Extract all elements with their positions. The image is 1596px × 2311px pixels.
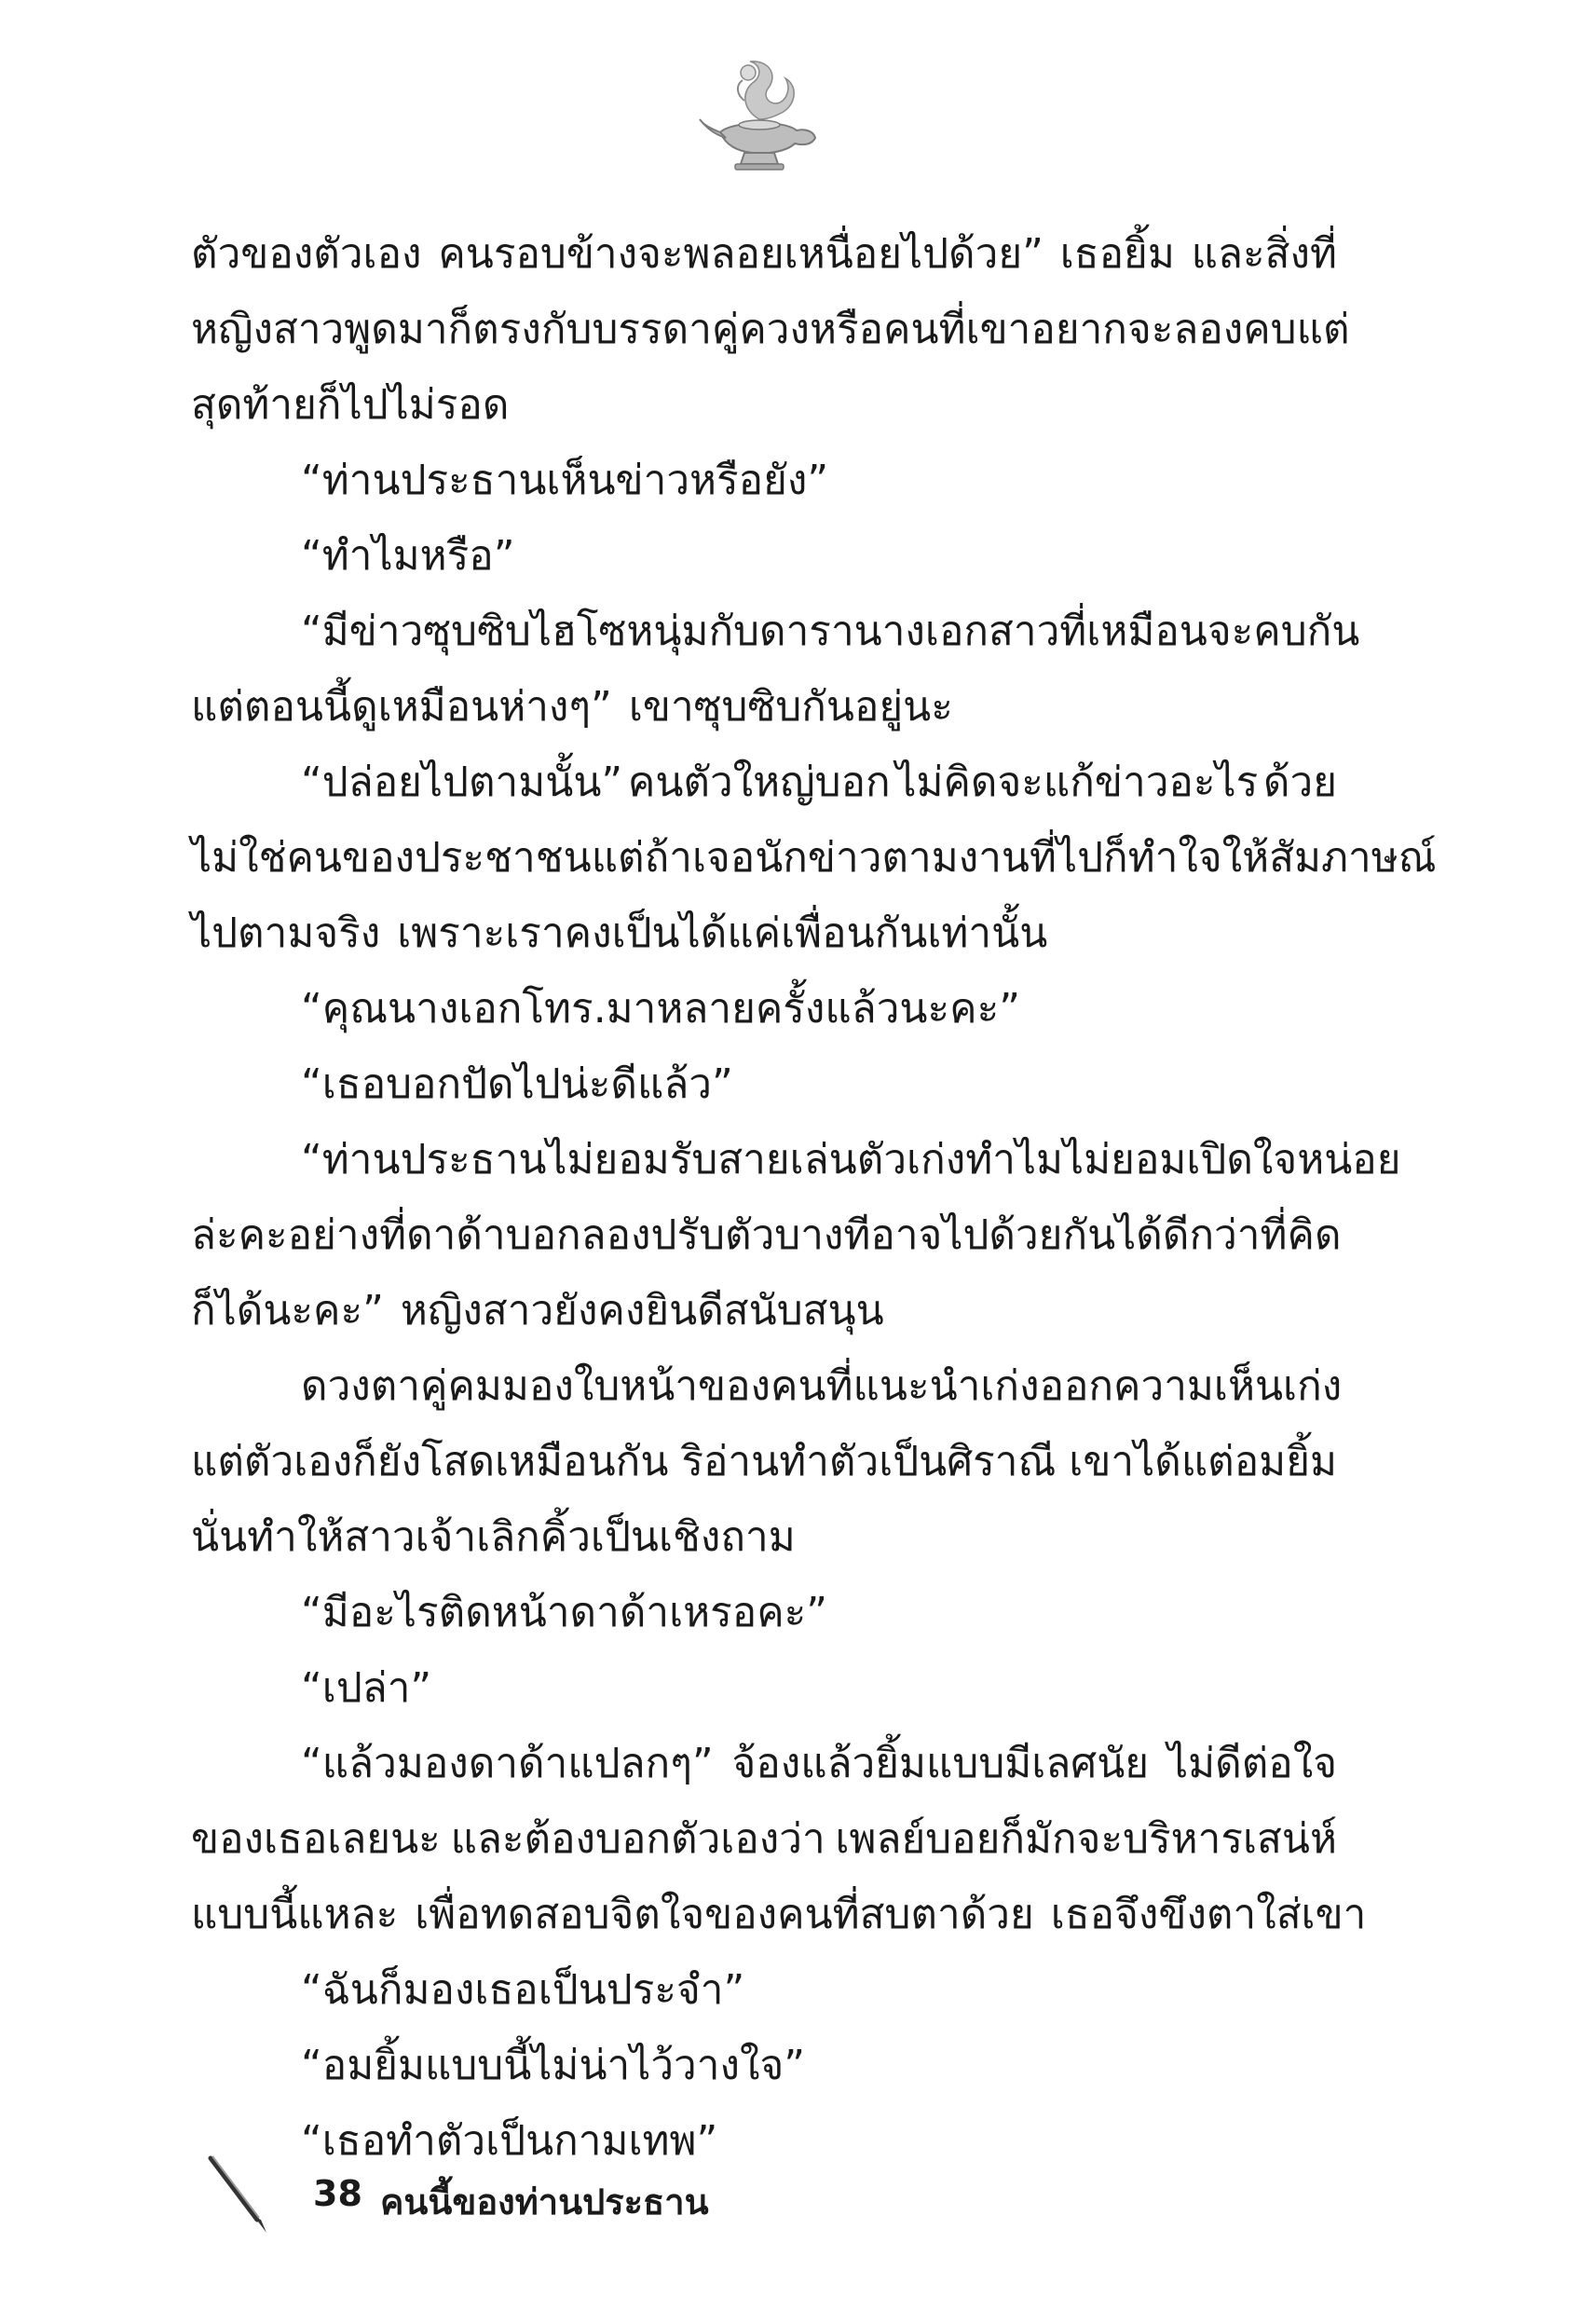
text-line <box>191 1726 1337 1801</box>
text-line <box>191 971 1337 1046</box>
text-word: “ท่านประธานเห็นข่าวหรือยัง” <box>301 457 829 504</box>
text-word: สุดท้ายก็ไปไม่รอด <box>191 381 510 429</box>
page-number: 38 <box>313 2173 362 2214</box>
text-word: “เธอบอกปัดไปน่ะดีแล้ว” <box>301 1060 733 1108</box>
text-line <box>191 216 1337 292</box>
text-line <box>191 1273 1337 1348</box>
text-word: และต้องบอกตัวเองว่า <box>450 1815 825 1863</box>
text-word: “เปล่า” <box>301 1664 432 1712</box>
text-word: ด้วย <box>1262 759 1337 806</box>
text-word: เขาซุบซิบกันอยู่นะ <box>628 683 953 731</box>
text-line <box>191 292 1350 367</box>
text-word: นั่นทำให้สาวเจ้าเลิกคิ้วเป็นเชิงถาม <box>191 1513 796 1561</box>
text-word: จ้องแล้วยิ้มแบบมีเลศนัย <box>731 1740 1150 1787</box>
text-line <box>191 820 1437 896</box>
text-line <box>191 1424 1337 1499</box>
text-word: ไฮโซหนุ่มกับดารานางเอกสาว <box>530 608 1060 655</box>
text-word: แต่ตัวเองก็ยังโสดเหมือนกัน <box>191 1438 669 1485</box>
text-word: หญิงสาวยังคงยินดีสนับสนุน <box>400 1287 884 1334</box>
text-word: ออกความเห็นเก่ง <box>1039 1362 1343 1410</box>
text-word: “ท่านประธานไม่ยอมรับสาย <box>301 1136 790 1183</box>
text-word: เธอยิ้ม <box>1059 230 1175 278</box>
fountain-pen-icon <box>203 2153 278 2236</box>
text-line <box>191 518 1337 594</box>
text-word: ล่ะคะ <box>191 1211 288 1259</box>
text-word: “อมยิ้มแบบนี้ไม่น่าไว้วางใจ” <box>301 2042 806 2089</box>
text-word: เขาได้แต่อมยิ้ม <box>1069 1438 1337 1485</box>
text-line <box>191 1801 1337 1877</box>
text-line <box>191 1197 1342 1273</box>
text-line <box>191 896 1337 971</box>
text-word: แบบนี้แหละ <box>191 1891 399 1938</box>
text-word: ของเธอเลยนะ <box>191 1815 441 1863</box>
text-word: เล่นตัวเก่ง <box>789 1136 966 1183</box>
text-line <box>191 745 1337 820</box>
text-word: เธอจึงขึงตาใส่เขา <box>1050 1891 1367 1938</box>
text-word: คนตัวใหญ่บอก <box>627 759 891 806</box>
text-word: ตัวของตัวเอง <box>191 230 422 278</box>
text-word: ก็ได้นะคะ” <box>191 1287 384 1334</box>
text-word: “เธอทำตัวเป็นกามเทพ” <box>301 2117 718 2165</box>
text-word: “แล้วมองดาด้าแปลกๆ” <box>301 1740 714 1787</box>
text-word: “ทำไมหรือ” <box>301 532 515 580</box>
text-word: “ฉันก็มองเธอเป็นประจำ” <box>301 1966 745 2014</box>
text-word: ไม่คิดจะแก้ข่าวอะไร <box>895 759 1259 806</box>
magic-lamp-with-genie-icon <box>694 54 825 175</box>
body-text <box>191 216 1437 2179</box>
text-word: ไม่ดีต่อใจ <box>1167 1740 1337 1787</box>
text-line <box>191 1348 1343 1424</box>
text-word: แต่ตอนนี้ดูเหมือนห่างๆ” <box>191 683 612 731</box>
text-line <box>191 367 1337 443</box>
text-word: “มีข่าวซุบซิบ <box>301 608 531 655</box>
text-word: แต่ถ้าเจอนักข่าวตามงานที่ไปก็ทำใจให้สัมภาษณ์ <box>591 834 1437 882</box>
text-word: คนรอบข้างจะพลอยเหนื่อยไปด้วย” <box>438 230 1044 278</box>
text-word: “มีอะไรติดหน้าดาด้าเหรอคะ” <box>301 1589 828 1636</box>
book-title: คนนี้ของท่านประธาน <box>380 2181 709 2222</box>
text-word: ทำไมไม่ยอมเปิดใจหน่อย <box>965 1136 1401 1183</box>
text-line <box>191 669 1337 745</box>
page-footer <box>203 2153 948 2236</box>
text-line <box>191 2028 1337 2103</box>
text-word: “คุณนางเอกโทร.มาหลายครั้งแล้วนะคะ” <box>301 985 1020 1032</box>
text-word: “ปล่อยไปตามนั้น” <box>301 759 623 806</box>
text-line <box>191 594 1360 669</box>
text-line <box>191 1499 1337 1575</box>
text-word: หรือคนที่เขาอยากจะลองคบ <box>809 306 1297 353</box>
text-word: ริอ่านทำตัวเป็นศิราณี <box>681 1438 1057 1485</box>
text-word: ที่เหมือนจะคบกัน <box>1059 608 1360 655</box>
text-word: ไม่ใช่คนของประชาชน <box>191 834 592 882</box>
text-word: เพราะเราคงเป็นได้แค่เพื่อนกันเท่านั้น <box>397 909 1048 957</box>
text-line <box>191 1122 1401 1197</box>
text-word: เพลย์บอยก็มักจะบริหารเสน่ห์ <box>835 1815 1337 1863</box>
text-line <box>191 443 1337 518</box>
text-line <box>191 1650 1337 1726</box>
text-word: และสิ่งที่ <box>1191 230 1337 278</box>
text-word: บางทีอาจไปด้วยกันได้ดีกว่าที่คิด <box>774 1211 1342 1259</box>
text-line <box>191 1952 1337 2028</box>
text-word: อย่างที่ดาด้าบอก <box>287 1211 581 1259</box>
text-word: ดวงตาคู่คมมองใบหน้าของคนที่แนะนำเก่ง <box>301 1362 1040 1410</box>
text-word: เพื่อทดสอบจิตใจของคนที่สบตาด้วย <box>415 1891 1034 1938</box>
text-word: แต่ <box>1296 306 1350 353</box>
text-word: ลองปรับตัว <box>580 1211 775 1259</box>
text-line <box>191 1046 1337 1122</box>
text-line <box>191 1575 1337 1650</box>
text-word: หญิงสาวพูดมาก็ตรงกับบรรดาคู่ควง <box>191 306 810 353</box>
text-line <box>191 1877 1367 1952</box>
text-word: ไปตามจริง <box>191 909 381 957</box>
